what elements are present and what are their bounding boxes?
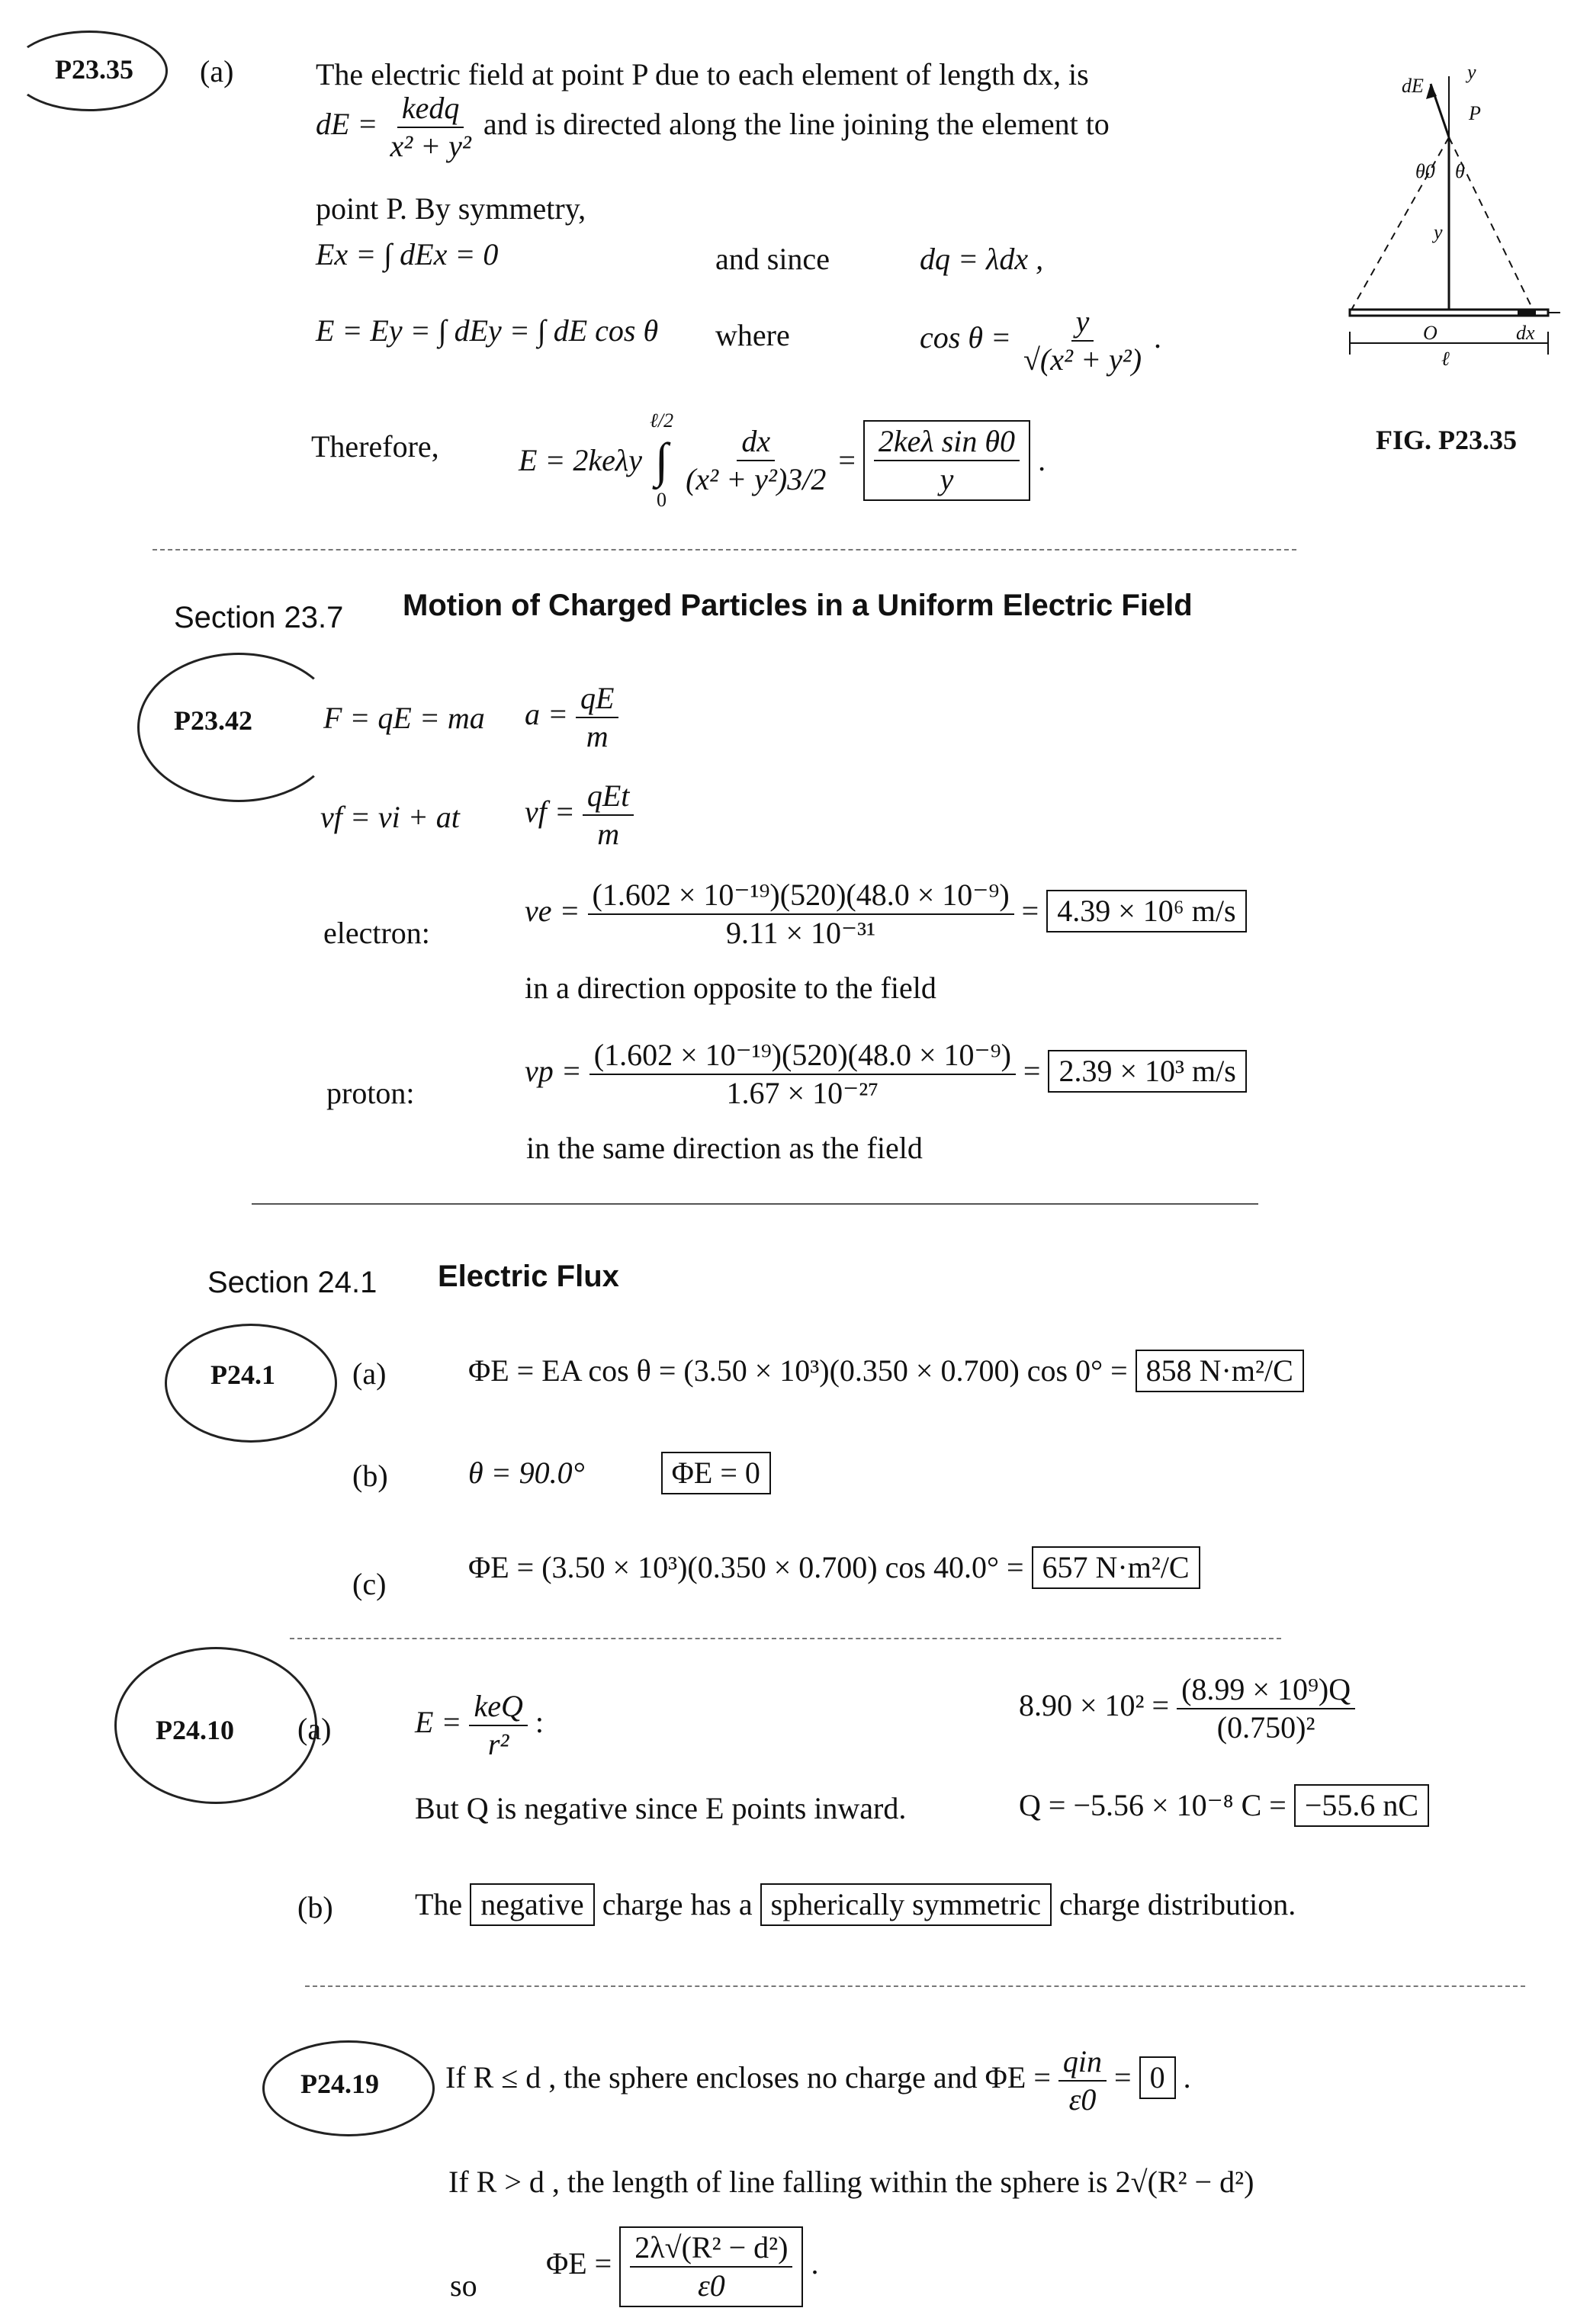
- equation-vf: vf = vi + at: [320, 800, 460, 834]
- figure-label-theta: θ: [1455, 160, 1465, 182]
- section-number: Section 23.7: [174, 601, 344, 634]
- fraction-numerator: qEt: [583, 778, 634, 816]
- equation-flux-c: [468, 1546, 1200, 1589]
- fraction-denominator: m: [586, 719, 609, 753]
- punctuation: .: [1154, 320, 1162, 355]
- equals-sign: =: [838, 443, 856, 477]
- fraction-denominator: (0.750)²: [1216, 1710, 1315, 1745]
- body-text: But Q is negative since E points inward.: [415, 1791, 907, 1825]
- problem-label-p23-35: P23.35: [55, 54, 133, 85]
- problem-label-p23-42: P23.42: [174, 705, 252, 736]
- separator: [290, 1638, 1281, 1639]
- equation-lhs: vf =: [525, 794, 575, 830]
- equation-body: θ = 90.0°: [468, 1456, 585, 1490]
- body-text: If R > d , the length of line falling within the sphere is 2√(R² − d²): [448, 2165, 1254, 2199]
- answer-box: [619, 2226, 803, 2307]
- equation-lhs: vp =: [525, 1054, 582, 1089]
- equation-lhs: 8.90 × 10² =: [1019, 1688, 1170, 1723]
- fraction: [1058, 2043, 1107, 2118]
- body-text: The: [415, 1887, 463, 1921]
- body-text: point P. By symmetry,: [316, 191, 586, 226]
- figure-label-de: dE: [1402, 75, 1424, 97]
- part-label: (a): [352, 1356, 387, 1391]
- equation-de: [316, 90, 1110, 165]
- fraction: [681, 423, 830, 498]
- answer-box: spherically symmetric: [760, 1883, 1052, 1926]
- equation-body: ΦE = EA cos θ = (3.50 × 10³)(0.350 × 0.700) cos 0° =: [468, 1353, 1128, 1388]
- figure-label-y: y: [1434, 221, 1443, 243]
- fraction-numerator: keQ: [469, 1688, 527, 1726]
- fraction-denominator: m: [597, 817, 620, 851]
- body-text: and is directed along the line joining the element to: [483, 107, 1110, 142]
- answer-box: 657 N·m²/C: [1032, 1546, 1200, 1589]
- equation-lhs: cos θ =: [920, 320, 1011, 355]
- separator: [305, 1985, 1525, 1987]
- fraction-denominator: ε0: [1068, 2082, 1097, 2117]
- answer-box: 858 N·m²/C: [1136, 1350, 1304, 1392]
- part-label: (c): [352, 1567, 387, 1601]
- integral-upper-limit: ℓ/2: [650, 409, 674, 432]
- equation-flux-a: [468, 1350, 1304, 1392]
- equation-e: E = Ey = ∫ dEy = ∫ dE cos θ: [316, 313, 659, 348]
- fraction-numerator: qE: [576, 680, 618, 718]
- fraction-numerator: 2keλ sin θ0: [874, 423, 1020, 461]
- equation-ve: [525, 877, 1247, 952]
- answer-box: 4.39 × 10⁶ m/s: [1046, 890, 1246, 932]
- direction-note: in the same direction as the field: [526, 1131, 923, 1165]
- integral-sign: ℓ/2 ∫ 0: [650, 403, 673, 518]
- punctuation: .: [811, 2246, 819, 2281]
- figure-label-l: ℓ: [1441, 348, 1450, 370]
- direction-note: in a direction opposite to the field: [525, 971, 936, 1005]
- body-text: Therefore,: [311, 429, 439, 464]
- equation-a: [525, 680, 618, 755]
- fraction: [583, 778, 634, 852]
- fraction-denominator: 1.67 × 10⁻²⁷: [726, 1076, 879, 1110]
- part-label: (a): [297, 1712, 332, 1746]
- equation-flux-final: [546, 2226, 818, 2307]
- punctuation: .: [1038, 443, 1046, 477]
- body-text: charge distribution.: [1058, 1887, 1296, 1921]
- figure-label-o: O: [1423, 322, 1437, 344]
- problem-label-p24-10: P24.10: [156, 1715, 234, 1745]
- fraction: [588, 877, 1014, 952]
- equation-coulomb: [415, 1688, 544, 1763]
- fraction-numerator: kedq: [397, 90, 464, 128]
- punctuation: .: [1183, 2060, 1191, 2095]
- fraction-numerator: (8.99 × 10⁹)Q: [1177, 1671, 1355, 1709]
- answer-box: 0: [1139, 2056, 1176, 2099]
- equals-sign: =: [1114, 2060, 1132, 2095]
- figure-label-p: P: [1469, 102, 1481, 124]
- equation-force: F = qE = ma: [323, 701, 485, 735]
- equation-vf-expression: [525, 778, 634, 852]
- part-label: (b): [297, 1890, 333, 1924]
- equals-sign: =: [1021, 894, 1039, 929]
- separator: [153, 549, 1296, 551]
- fraction-numerator: (1.602 × 10⁻¹⁹)(520)(48.0 × 10⁻⁹): [588, 877, 1014, 915]
- fraction: [1019, 303, 1146, 378]
- part-label: (b): [352, 1459, 388, 1493]
- answer-box: [863, 420, 1030, 501]
- fraction: [630, 2229, 792, 2304]
- separator: [252, 1203, 1258, 1205]
- equation-integral: [519, 403, 1046, 518]
- answer-box: −55.6 nC: [1294, 1784, 1429, 1827]
- equation-charge: [1019, 1784, 1429, 1827]
- problem-label-p24-19: P24.19: [300, 2069, 379, 2099]
- fraction-numerator: y: [1071, 303, 1094, 342]
- section-title: Motion of Charged Particles in a Uniform Electric Field: [403, 589, 1193, 622]
- fraction-denominator: y: [940, 462, 954, 496]
- fraction: [385, 90, 475, 165]
- equation-vp: [525, 1037, 1247, 1112]
- particle-label-electron: electron:: [323, 916, 430, 950]
- fraction: [874, 423, 1020, 498]
- fraction-denominator: ε0: [697, 2268, 725, 2303]
- fraction: [576, 680, 618, 755]
- equation-lhs: a =: [525, 697, 568, 732]
- fraction-numerator: (1.602 × 10⁻¹⁹)(520)(48.0 × 10⁻⁹): [589, 1037, 1016, 1075]
- equation-flux-inside: [445, 2043, 1191, 2118]
- section-title: Electric Flux: [438, 1260, 619, 1293]
- body-text: If R ≤ d , the sphere encloses no charge and ΦE =: [445, 2060, 1051, 2095]
- fraction-denominator: x² + y²: [390, 129, 471, 163]
- equation-lhs: dE =: [316, 107, 378, 142]
- intro-text: The electric field at point P due to each element of length dx, is: [316, 57, 1089, 91]
- equation-lhs: E = 2keλy: [519, 443, 643, 477]
- fraction: [469, 1688, 527, 1763]
- problem-label-p24-1: P24.1: [210, 1359, 275, 1390]
- integral-lower-limit: 0: [657, 489, 667, 511]
- figure-label-y-axis: y: [1467, 61, 1476, 83]
- fraction: [589, 1037, 1016, 1112]
- figure-label-theta0: θ0: [1415, 160, 1435, 182]
- equation-body: Q = −5.56 × 10⁻⁸ C =: [1019, 1788, 1287, 1822]
- figure-caption: FIG. P23.35: [1376, 425, 1517, 455]
- fraction-numerator: dx: [737, 423, 775, 461]
- punctuation: :: [535, 1705, 544, 1740]
- fraction-numerator: 2λ√(R² − d²): [630, 2229, 792, 2268]
- equation-dq: dq = λdx ,: [920, 242, 1044, 276]
- fraction: [1177, 1671, 1355, 1746]
- particle-label-proton: proton:: [326, 1076, 415, 1110]
- equation-flux-b: [468, 1452, 771, 1494]
- statement-b: [415, 1883, 1296, 1926]
- equation-body: ΦE = (3.50 × 10³)(0.350 × 0.700) cos 40.0° =: [468, 1550, 1024, 1584]
- answer-box: 2.39 × 10³ m/s: [1048, 1050, 1246, 1093]
- equation-ex: Ex = ∫ dEx = 0: [316, 237, 499, 271]
- fraction-denominator: √(x² + y²): [1023, 342, 1142, 377]
- body-text: and since: [715, 242, 830, 276]
- section-number: Section 24.1: [207, 1266, 377, 1299]
- fraction-denominator: r²: [487, 1727, 509, 1761]
- body-text: charge has a: [602, 1887, 753, 1921]
- equation-value: [1019, 1671, 1355, 1746]
- answer-box: ΦE = 0: [661, 1452, 771, 1494]
- equation-lhs: ve =: [525, 894, 580, 929]
- body-text: so: [450, 2268, 477, 2303]
- equation-cos: [920, 303, 1161, 378]
- fraction-numerator: qin: [1058, 2043, 1107, 2082]
- fraction-denominator: 9.11 × 10⁻³¹: [725, 916, 876, 950]
- part-label: (a): [200, 54, 234, 88]
- equation-lhs: E =: [415, 1705, 462, 1740]
- body-text: where: [715, 318, 790, 352]
- answer-box: negative: [470, 1883, 595, 1926]
- fraction-denominator: (x² + y²)3/2: [686, 462, 827, 496]
- figure-label-dx: dx: [1516, 322, 1535, 344]
- equals-sign: =: [1023, 1054, 1041, 1089]
- equation-lhs: ΦE =: [546, 2246, 612, 2281]
